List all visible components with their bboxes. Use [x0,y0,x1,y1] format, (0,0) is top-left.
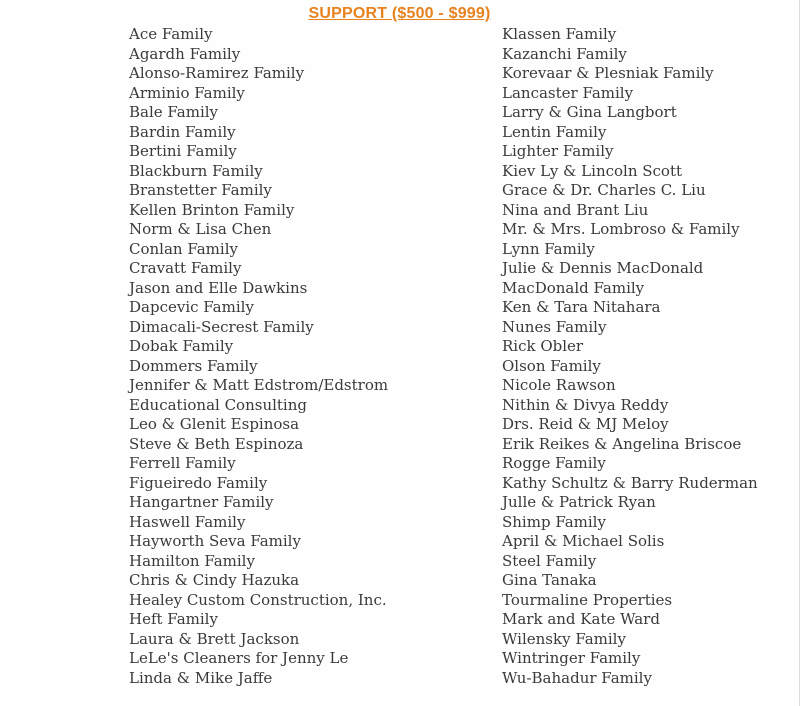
donor-list-item: Jason and Elle Dawkins [129,278,308,297]
donor-list-item: Larry & Gina Langbort [502,103,677,121]
donor-list-item: Linda & Mike Jaffe [129,668,273,687]
donor-list-item: Wilensky Family [502,629,626,648]
donor-list-item: Norm & Lisa Chen [129,220,272,238]
donor-list-item: Kazanchi Family [502,44,627,63]
donor-list-item: Ace Family [129,25,213,43]
donor-list-item: Blackburn Family [129,161,263,180]
donor-columns [129,25,799,688]
donor-list-item: Korevaar & Plesniak Family [502,64,714,82]
donor-list-item: Hangartner Family [129,493,274,511]
donor-list-item: Dobak Family [129,337,234,355]
donor-list-item: Laura & Brett Jackson [129,629,300,648]
donor-list-item: Nunes Family [502,317,607,336]
donor-list-item: Haswell Family [129,512,246,531]
donor-column-right [502,25,799,688]
donor-list-item: Bale Family [129,103,219,121]
donor-list-item: MacDonald Family [502,278,645,297]
donor-list-item: Chris & Cindy Hazuka [129,571,300,589]
donor-list-item: Drs. Reid & MJ Meloy [502,415,669,433]
donor-list-item: Agardh Family [129,44,241,63]
donor-list-item: Rogge Family [502,454,606,472]
donor-list-item: Nithin & Divya Reddy [502,395,669,414]
donor-list-item: Kiev Ly & Lincoln Scott [502,161,683,180]
donor-list-item: Erik Reikes & Angelina Briscoe [502,434,742,453]
donor-list-item: Shimp Family [502,512,606,531]
donor-list-item: Dommers Family [129,356,258,375]
donor-list-item: Mark and Kate Ward [502,610,660,628]
donor-list-item: Alonso-Ramirez Family [129,64,305,82]
donor-list-item: Klassen Family [502,25,617,43]
donor-list-item: Ken & Tara Nitahara [502,298,661,316]
donor-list-item: Bardin Family [129,122,236,141]
donor-list-item: Lighter Family [502,142,614,160]
donor-list-item: Jennifer & Matt Edstrom/Edstrom [129,376,389,394]
donor-list-item: Healey Custom Construction, Inc. [129,590,387,609]
donor-list-item: Kathy Schultz & Barry Ruderman [502,473,758,492]
donor-column-left [129,25,502,688]
donor-list-item: Nicole Rawson [502,376,616,394]
donor-list-item: Heft Family [129,610,218,628]
donor-list-item: Ferrell Family [129,454,236,472]
donor-list-item: Lancaster Family [502,83,634,102]
donor-list-item: Julle & Patrick Ryan [502,493,656,511]
donor-list-item: Branstetter Family [129,181,272,199]
donor-list-item: Wintringer Family [502,649,641,667]
donor-list-item: Rick Obler [502,337,584,355]
donor-list-item: Dimacali-Secrest Family [129,317,314,336]
donor-list-item: Tourmaline Properties [502,590,673,609]
donor-list-item: Grace & Dr. Charles C. Liu [502,181,706,199]
donor-list-item: Cravatt Family [129,259,242,277]
donor-list-item: LeLe's Cleaners for Jenny Le [129,649,349,667]
donor-list-item: Dapcevic Family [129,298,254,316]
donor-list-item: Nina and Brant Liu [502,200,649,219]
donor-list-item: Kellen Brinton Family [129,200,295,219]
donor-list-item: Arminio Family [129,83,245,102]
donor-list-item: Figueiredo Family [129,473,268,492]
donor-list-item: Wu-Bahadur Family [502,668,652,687]
donor-list-item: Steel Family [502,551,597,570]
donor-list-item: Lynn Family [502,239,595,258]
donor-list-item: Educational Consulting [129,395,307,414]
donor-list-item: Bertini Family [129,142,237,160]
donor-list-item: Lentin Family [502,122,607,141]
donor-list-item: Conlan Family [129,239,238,258]
donor-list-item: Hayworth Seva Family [129,532,301,550]
donor-list-item: Gina Tanaka [502,571,597,589]
donor-list-item: Leo & Glenit Espinosa [129,415,300,433]
donor-list-item: Hamilton Family [129,551,255,570]
donor-list-item: April & Michael Solis [502,532,665,550]
donor-list-item: Steve & Beth Espinoza [129,434,304,453]
donor-list-item: Olson Family [502,356,601,375]
donor-list-item: Julie & Dennis MacDonald [502,259,704,277]
support-level-heading[interactable]: SUPPORT ($500 - $999) [308,5,491,22]
donor-list-item: Mr. & Mrs. Lombroso & Family [502,220,740,238]
